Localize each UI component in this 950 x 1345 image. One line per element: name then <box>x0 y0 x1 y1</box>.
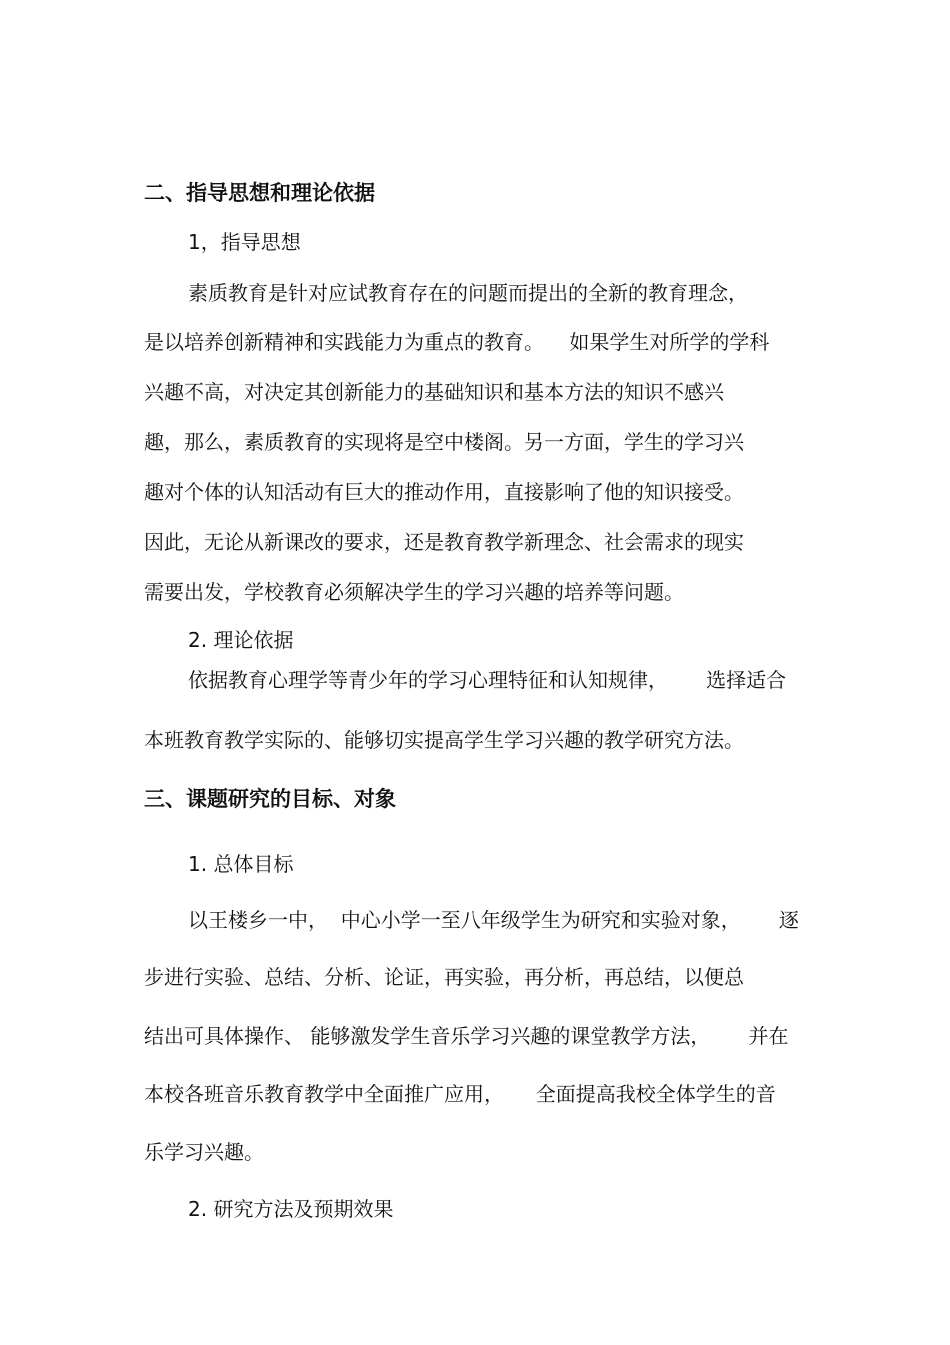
section-heading-guiding-thought: 二、指导思想和理论依据 <box>144 181 375 205</box>
paragraph-line: 结出可具体操作、 能够激发学生音乐学习兴趣的课堂教学方法， 并在 <box>144 1024 789 1048</box>
paragraph-line: 乐学习兴趣。 <box>144 1140 264 1164</box>
subsection-title-overall-goal: 1. 总体目标 <box>188 852 294 876</box>
paragraph-line: 本校各班音乐教育教学中全面推广应用， 全面提高我校全体学生的音 <box>144 1082 776 1106</box>
paragraph-line: 需要出发，学校教育必须解决学生的学习兴趣的培养等问题。 <box>144 580 684 604</box>
paragraph-line: 素质教育是针对应试教育存在的问题而提出的全新的教育理念， <box>188 281 748 305</box>
paragraph-line: 以王楼乡一中， 中心小学一至八年级学生为研究和实验对象， 逐 <box>188 908 799 932</box>
paragraph-line: 兴趣不高，对决定其创新能力的基础知识和基本方法的知识不感兴 <box>144 380 724 404</box>
subsection-title-methods-and-effects: 2. 研究方法及预期效果 <box>188 1197 394 1221</box>
paragraph-line: 因此，无论从新课改的要求，还是教育教学新理念、社会需求的现实 <box>144 530 744 554</box>
paragraph-line: 步进行实验、总结、分析、论证，再实验，再分析，再总结，以便总 <box>144 965 744 989</box>
paragraph-line: 是以培养创新精神和实践能力为重点的教育。 如果学生对所学的学科 <box>144 330 770 354</box>
paragraph-line: 本班教育教学实际的、能够切实提高学生学习兴趣的教学研究方法。 <box>144 728 744 752</box>
subsection-title-guiding-thought: 1，指导思想 <box>188 230 301 254</box>
paragraph-line: 趣对个体的认知活动有巨大的推动作用，直接影响了他的知识接受。 <box>144 480 744 504</box>
paragraph-line: 依据教育心理学等青少年的学习心理特征和认知规律， 选择适合 <box>188 668 787 692</box>
subsection-title-theory-basis: 2. 理论依据 <box>188 628 294 652</box>
paragraph-line: 趣，那么，素质教育的实现将是空中楼阁。另一方面，学生的学习兴 <box>144 430 744 454</box>
section-heading-research-goals: 三、课题研究的目标、对象 <box>144 787 396 811</box>
